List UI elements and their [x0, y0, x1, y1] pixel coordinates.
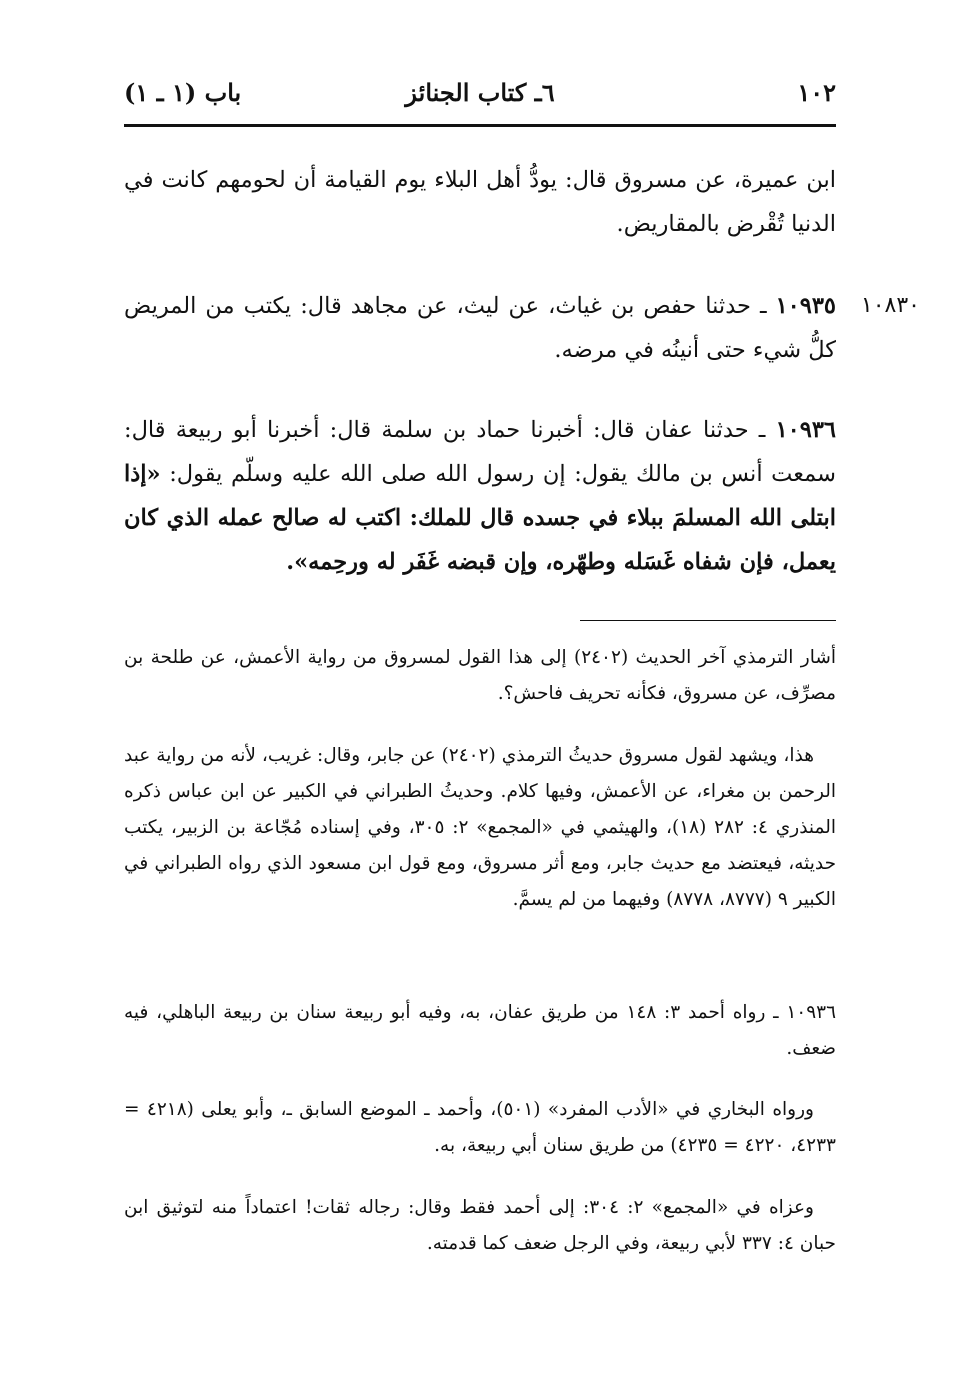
margin-reference-number: ١٠٨٣٠ — [860, 293, 920, 318]
hadith-10935 — [124, 284, 836, 372]
footnote-5: وعزاه في «المجمع» ٢: ٣٠٤: إلى أحمد فقط وقال: رجاله ثقات! اعتماداً منه لتوثيق ابن حبان ٤: ٣٣٧ لأبي ربيعة، وفي الرجل ضعف كما قدمته. — [124, 1197, 836, 1254]
footnote-3: ١٠٩٣٦ ـ رواه أحمد ٣: ١٤٨ من طريق عفان، به، وفيه أبو ربيعة سنان بن ربيعة الباهلي، فيه ضعف. — [124, 1002, 837, 1059]
paragraph-continuation — [124, 158, 836, 246]
hadith-text: ـ حدثنا عفان قال: أخبرنا حماد بن سلمة قال: أخبرنا أبو ربيعة قال: سمعت أنس بن مالك يقول: إن رسول الله صلى الله عليه وسلّم يقول: — [124, 417, 836, 487]
paragraph-text: ابن عميرة، عن مسروق قال: يودُّ أهل البلاء يوم القيامة أن لحومهم كانت في الدنيا تُقْرض بالمقاريض. — [124, 167, 836, 237]
header-divider — [124, 124, 836, 127]
book-title: ٦ـ كتاب الجنائز — [405, 78, 555, 107]
hadith-text: ـ حدثنا حفص بن غياث، عن ليث، عن مجاهد قال: يكتب من المريض كلُّ شيء حتى أنينُه في مرضه. — [124, 293, 836, 363]
footnote-1: أشار الترمذي آخر الحديث (٢٤٠٢) إلى هذا القول لمسروق من رواية الأعمش، عن طلحة بن مصرِّف، عن مسروق، فكأنه تحريف فاحش؟. — [124, 647, 836, 704]
chapter-title: باب (١ ـ ١) — [124, 78, 242, 107]
footnote-4: ورواه البخاري في «الأدب المفرد» (٥٠١)، وأحمد ـ الموضع السابق ـ، وأبو يعلى (٤٢١٨ = ٤٢٣٣، ٤٢٢٠ = ٤٢٣٥) من طريق سنان أبي ربيعة، به. — [124, 1099, 836, 1156]
footnote-divider — [580, 620, 836, 621]
hadith-10936 — [124, 408, 836, 584]
footnote-2: هذا، ويشهد لقول مسروق حديثُ الترمذي (٢٤٠٢) عن جابر، وقال: غريب، لأنه من رواية عبد الرحمن بن مغراء، عن الأعمش، وفيها كلام. وحديثُ الطبراني في الكبير عن ابن عباس ذكره المنذري ٤: ٢٨٢ (١٨)، والهيثمي في «المجمع» ٢: ٣٠٥، وفي إسناده مُجّاعة بن الزبير، يكتب حديثه، فيعتضد مع حديث جابر، ومع أثر مسروق، ومع قول ابن مسعود الذي رواه الطبراني في الكبير ٩ (٨٧٧٧، ٨٧٧٨) وفيهما من لم يسمَّ. — [124, 745, 836, 910]
hadith-number: ١٠٩٣٦ — [775, 417, 836, 443]
page-header — [124, 78, 836, 114]
hadith-number: ١٠٩٣٥ — [775, 293, 836, 319]
page-number: ١٠٢ — [797, 78, 836, 107]
hadith-quote: «إذا ابتلى الله المسلمَ ببلاء في جسده قال للملك: اكتب له صالح عمله الذي كان يعمل، فإن شفاه غَسَله وطهّره، وإن قبضه غَفَر له ورحِمه». — [124, 461, 836, 575]
